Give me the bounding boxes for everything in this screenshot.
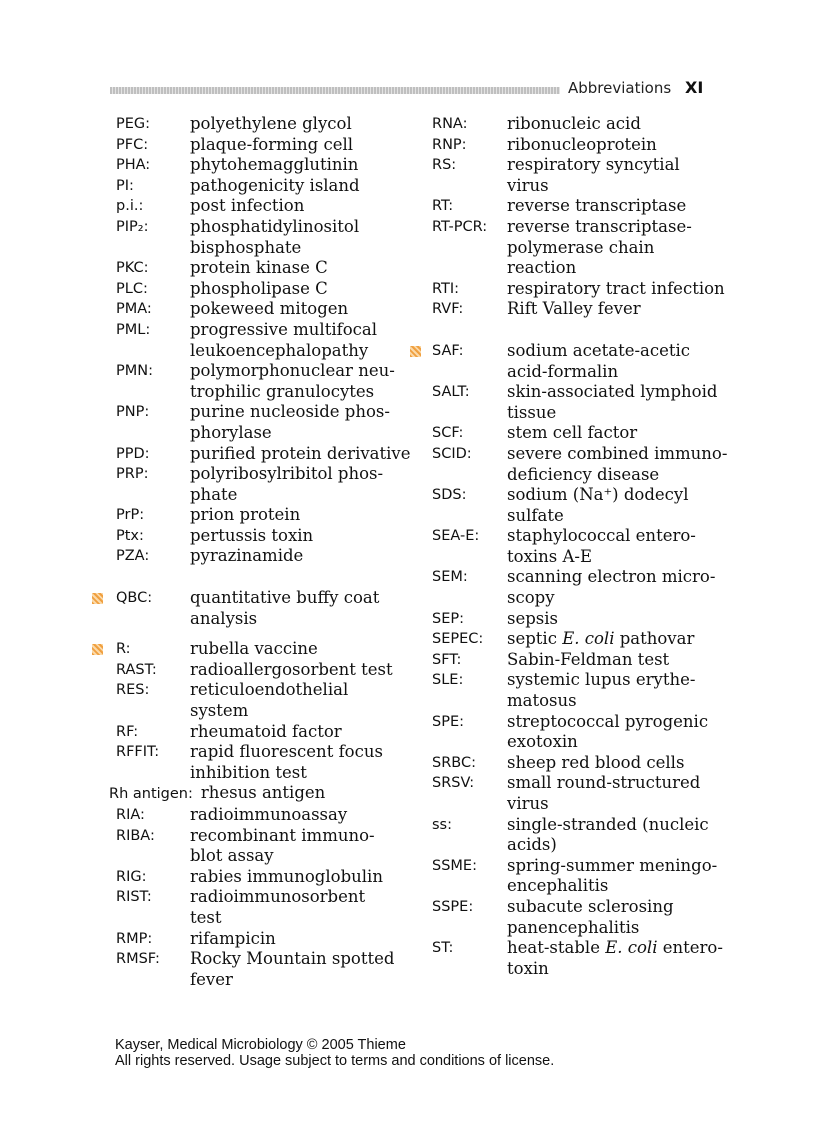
abbreviation-definition: sulfate <box>507 505 564 525</box>
abbreviation-entry <box>410 341 730 382</box>
abbreviation-definition: virus <box>507 794 549 813</box>
abbreviation-definition: ribonucleoprotein <box>507 134 657 154</box>
abbreviation-term: SCF: <box>432 425 464 442</box>
abbreviation-definition: blot assay <box>190 846 274 866</box>
abbreviation-entry <box>92 464 412 505</box>
abbreviation-entry <box>410 196 730 217</box>
abbreviation-term: RS: <box>432 157 457 174</box>
abbreviation-term: PrP: <box>116 507 145 524</box>
abbreviation-definition: subacute sclerosing <box>507 896 674 916</box>
abbreviation-term: SPE: <box>432 713 464 730</box>
abbreviation-term: ss: <box>432 816 452 833</box>
abbreviation-definition: polyethylene glycol <box>190 114 352 133</box>
abbreviation-definition: polymerase chain <box>507 237 655 257</box>
abbreviation-entry <box>92 783 412 805</box>
section-marker-icon <box>92 644 103 655</box>
abbreviation-definition: small round-structured <box>507 773 701 793</box>
abbreviation-definition: bisphosphate <box>190 237 302 257</box>
abbreviation-definition: rhesus antigen <box>200 783 326 803</box>
abbreviation-entry <box>92 526 412 547</box>
abbreviation-entry <box>410 279 730 300</box>
abbreviation-definition: single-stranded (nucleic <box>507 814 709 834</box>
abbreviation-definition: reaction <box>507 258 577 278</box>
abbreviation-definition: plaque-forming cell <box>190 134 354 154</box>
abbreviation-entry <box>410 382 730 423</box>
abbreviation-term: RVF: <box>432 301 464 318</box>
abbreviation-entry <box>410 609 730 630</box>
abbreviation-definition: rheumatoid factor <box>190 721 342 741</box>
abbreviation-term: R: <box>116 641 131 658</box>
abbreviation-term: Rh antigen: <box>109 786 193 803</box>
abbreviation-definition: pokeweed mitogen <box>190 299 349 319</box>
abbreviation-term: SDS: <box>432 487 467 504</box>
abbreviation-definition: toxins A-E <box>507 546 593 566</box>
abbreviation-entry <box>92 949 412 990</box>
abbreviation-definition: purified protein derivative <box>190 443 411 463</box>
abbreviation-entry <box>92 176 412 197</box>
abbreviation-entry <box>92 320 412 361</box>
abbreviation-definition: Rift Valley fever <box>507 299 641 319</box>
abbreviation-definition: tissue <box>507 402 557 422</box>
abbreviation-definition: staphylococcal entero- <box>507 526 696 546</box>
abbreviation-entry <box>410 650 730 671</box>
abbreviation-term: RNA: <box>432 116 468 132</box>
abbreviation-definition: phosphatidylinositol <box>190 216 360 236</box>
abbreviation-definition: test <box>190 907 222 927</box>
abbreviation-entry <box>92 546 412 567</box>
abbreviation-definition: spring-summer meningo- <box>507 855 718 875</box>
abbreviation-entry <box>92 505 412 526</box>
abbreviation-entry <box>410 815 730 856</box>
abbreviation-entry <box>92 805 412 826</box>
abbreviation-definition: heat-stable E. coli entero- <box>507 938 723 958</box>
abbreviation-entry <box>92 444 412 465</box>
abbreviation-entry <box>410 114 730 135</box>
abbreviation-entry <box>410 444 730 485</box>
abbreviation-entry <box>92 887 412 928</box>
abbreviation-entry <box>92 299 412 320</box>
abbreviation-term: SEM: <box>432 569 468 586</box>
section-marker-icon <box>92 593 103 604</box>
abbreviation-definition: rubella vaccine <box>190 639 318 659</box>
abbreviation-definition: reverse transcriptase- <box>507 216 692 236</box>
abbreviation-entry <box>410 526 730 567</box>
abbreviation-term: RF: <box>116 723 139 740</box>
footer-line-2: All rights reserved. Usage subject to terms and conditions of license. <box>115 1053 555 1069</box>
abbreviation-definition: post infection <box>190 196 305 216</box>
abbreviation-definition: prion protein <box>190 505 301 525</box>
abbreviation-term: SALT: <box>432 384 470 401</box>
abbreviation-definition: protein kinase C <box>190 258 328 278</box>
abbreviation-definition: matosus <box>507 691 577 711</box>
header-rule <box>110 87 560 94</box>
abbreviation-definition: polymorphonuclear neu- <box>190 361 395 381</box>
abbreviation-definition: respiratory syncytial <box>507 155 680 175</box>
abbreviation-definition: severe combined immuno- <box>507 443 728 463</box>
abbreviation-term: SFT: <box>432 651 462 668</box>
abbreviation-term: RIBA: <box>116 827 155 844</box>
abbreviation-definition: progressive multifocal <box>190 319 377 339</box>
abbreviation-entry <box>92 258 412 279</box>
abbreviation-definition: system <box>190 701 249 721</box>
abbreviation-term: RNP: <box>432 136 467 153</box>
abbreviation-entry <box>92 639 412 660</box>
abbreviation-entry <box>410 712 730 753</box>
abbreviation-entry <box>92 217 412 258</box>
abbreviation-term: QBC: <box>116 590 153 607</box>
abbreviation-entry <box>410 423 730 444</box>
abbreviation-definition: pertussis toxin <box>190 525 314 545</box>
abbreviation-entry <box>410 485 730 526</box>
abbreviation-definition: radioallergosorbent test <box>190 659 393 679</box>
abbreviation-definition: respiratory tract infection <box>507 278 725 298</box>
abbreviation-term: RAST: <box>116 661 157 678</box>
abbreviation-definition: phorylase <box>190 422 272 442</box>
abbreviation-definition: quantitative buffy coat <box>190 588 380 608</box>
abbreviation-term: PMA: <box>116 301 152 318</box>
abbreviation-definition: rapid fluorescent focus <box>190 742 383 762</box>
abbreviation-entry <box>92 742 412 783</box>
abbreviation-term: PZA: <box>116 548 150 565</box>
abbreviation-term: SEPEC: <box>432 631 484 648</box>
abbreviation-definition: virus <box>507 175 549 195</box>
abbreviation-term: RIA: <box>116 807 145 823</box>
abbreviation-entry <box>92 867 412 888</box>
abbreviation-term: p.i.: <box>116 198 144 215</box>
abbreviation-definition: rifampicin <box>190 928 276 948</box>
abbreviation-term: SRBC: <box>432 754 476 771</box>
abbreviation-definition: panencephalitis <box>507 917 640 937</box>
abbreviation-entry <box>92 155 412 176</box>
abbreviation-definition: scanning electron micro- <box>507 567 716 587</box>
abbreviation-entry <box>92 929 412 950</box>
copyright-footer <box>115 1037 554 1069</box>
abbreviation-definition: septic E. coli pathovar <box>507 629 695 649</box>
abbreviation-definition: reverse transcriptase <box>507 196 687 216</box>
abbreviation-definition: radioimmunosorbent <box>190 887 366 907</box>
abbreviation-term: PIP₂: <box>116 218 149 235</box>
abbreviation-term: PEG: <box>116 116 151 132</box>
abbreviations-right-column <box>410 114 730 979</box>
abbreviation-entry <box>410 670 730 711</box>
abbreviation-definition: acids) <box>507 835 557 855</box>
abbreviation-definition: pyrazinamide <box>190 546 304 566</box>
abbreviation-definition: pathogenicity island <box>190 175 360 195</box>
abbreviation-term: PML: <box>116 321 151 338</box>
abbreviation-definition: recombinant immuno- <box>190 825 375 845</box>
abbreviation-definition: trophilic granulocytes <box>190 381 375 401</box>
abbreviation-term: RMP: <box>116 930 153 947</box>
abbreviation-definition: acid-formalin <box>507 361 619 381</box>
abbreviation-definition: systemic lupus erythe- <box>507 670 696 690</box>
abbreviation-term: RT: <box>432 198 454 215</box>
abbreviation-entry <box>410 773 730 814</box>
abbreviation-term: Ptx: <box>116 527 144 544</box>
abbreviation-definition: deficiency disease <box>507 464 660 484</box>
page-number: XI <box>685 78 704 97</box>
footer-line-1: Kayser, Medical Microbiology © 2005 Thieme <box>115 1037 406 1053</box>
abbreviation-entry <box>410 629 730 650</box>
abbreviation-entry <box>92 722 412 743</box>
abbreviation-term: ST: <box>432 940 454 957</box>
abbreviation-definition: encephalitis <box>507 876 609 896</box>
abbreviation-entry <box>92 279 412 300</box>
abbreviation-entry <box>92 361 412 402</box>
abbreviation-term: SAF: <box>432 342 464 359</box>
abbreviation-term: RES: <box>116 682 150 699</box>
abbreviation-definition: sepsis <box>507 608 559 628</box>
abbreviation-term: RIG: <box>116 868 147 885</box>
abbreviation-definition: ribonucleic acid <box>507 114 641 133</box>
abbreviation-definition: toxin <box>507 958 549 978</box>
abbreviation-definition: Rocky Mountain spotted <box>190 949 395 969</box>
abbreviation-entry <box>92 588 412 629</box>
abbreviation-entry <box>410 567 730 608</box>
abbreviation-term: SEP: <box>432 610 464 627</box>
abbreviation-entry <box>92 114 412 135</box>
abbreviation-term: SSPE: <box>432 898 474 915</box>
abbreviation-term: SCID: <box>432 445 472 462</box>
abbreviation-term: SEA-E: <box>432 528 480 545</box>
abbreviation-term: PKC: <box>116 260 149 277</box>
abbreviation-entry <box>410 856 730 897</box>
abbreviation-entry <box>410 753 730 774</box>
abbreviation-entry <box>92 135 412 156</box>
abbreviation-entry <box>410 155 730 196</box>
abbreviation-entry <box>410 938 730 979</box>
running-header-title: Abbreviations <box>568 79 672 97</box>
abbreviation-definition: rabies immunoglobulin <box>190 866 383 886</box>
abbreviation-term: SSME: <box>432 857 477 874</box>
abbreviation-definition: phytohemagglutinin <box>190 155 359 175</box>
abbreviation-entry <box>92 660 412 681</box>
abbreviation-term: RTI: <box>432 280 460 297</box>
abbreviation-definition: inhibition test <box>190 762 307 782</box>
abbreviation-term: PPD: <box>116 445 150 462</box>
abbreviation-term: SLE: <box>432 672 464 689</box>
abbreviation-definition: analysis <box>190 608 258 628</box>
abbreviation-term: RFFIT: <box>116 744 160 761</box>
section-marker-icon <box>410 346 421 357</box>
abbreviation-entry <box>410 299 730 320</box>
abbreviation-definition: reticuloendothelial <box>190 680 349 700</box>
abbreviation-term: PI: <box>116 177 134 194</box>
abbreviation-term: RT-PCR: <box>432 218 488 235</box>
abbreviation-definition: Sabin-Feldman test <box>507 649 670 669</box>
abbreviation-entry <box>92 196 412 217</box>
abbreviation-entry <box>410 135 730 156</box>
abbreviation-definition: leukoencephalopathy <box>190 340 369 360</box>
abbreviation-definition: skin-associated lymphoid <box>507 382 718 402</box>
abbreviation-definition: sodium (Na⁺) dodecyl <box>507 485 689 505</box>
abbreviation-term: PRP: <box>116 466 149 483</box>
abbreviation-definition: scopy <box>507 588 555 608</box>
abbreviation-term: PHA: <box>116 157 151 174</box>
abbreviation-term: RIST: <box>116 889 152 906</box>
abbreviation-definition: phate <box>190 484 238 504</box>
abbreviation-term: PMN: <box>116 363 153 380</box>
abbreviation-definition: stem cell factor <box>507 423 638 443</box>
abbreviation-definition: purine nucleoside phos- <box>190 402 390 422</box>
abbreviation-entry <box>410 217 730 279</box>
abbreviation-entry <box>92 680 412 721</box>
abbreviations-left-column <box>92 114 412 990</box>
abbreviation-term: PNP: <box>116 404 150 421</box>
abbreviation-term: PFC: <box>116 136 149 153</box>
abbreviation-term: RMSF: <box>116 951 160 968</box>
abbreviation-definition: polyribosylribitol phos- <box>190 464 384 484</box>
abbreviation-definition: sodium acetate-acetic <box>507 340 691 360</box>
abbreviation-definition: phospholipase C <box>190 278 328 298</box>
abbreviation-definition: sheep red blood cells <box>507 752 685 772</box>
abbreviation-entry <box>92 402 412 443</box>
abbreviation-term: SRSV: <box>432 775 475 792</box>
abbreviation-definition: fever <box>190 969 233 989</box>
abbreviation-term: PLC: <box>116 280 148 297</box>
abbreviation-definition: streptococcal pyrogenic <box>507 711 709 731</box>
abbreviation-entry <box>410 897 730 938</box>
abbreviation-definition: radioimmunoassay <box>190 805 348 824</box>
abbreviation-definition: exotoxin <box>507 732 578 752</box>
abbreviation-entry <box>92 826 412 867</box>
